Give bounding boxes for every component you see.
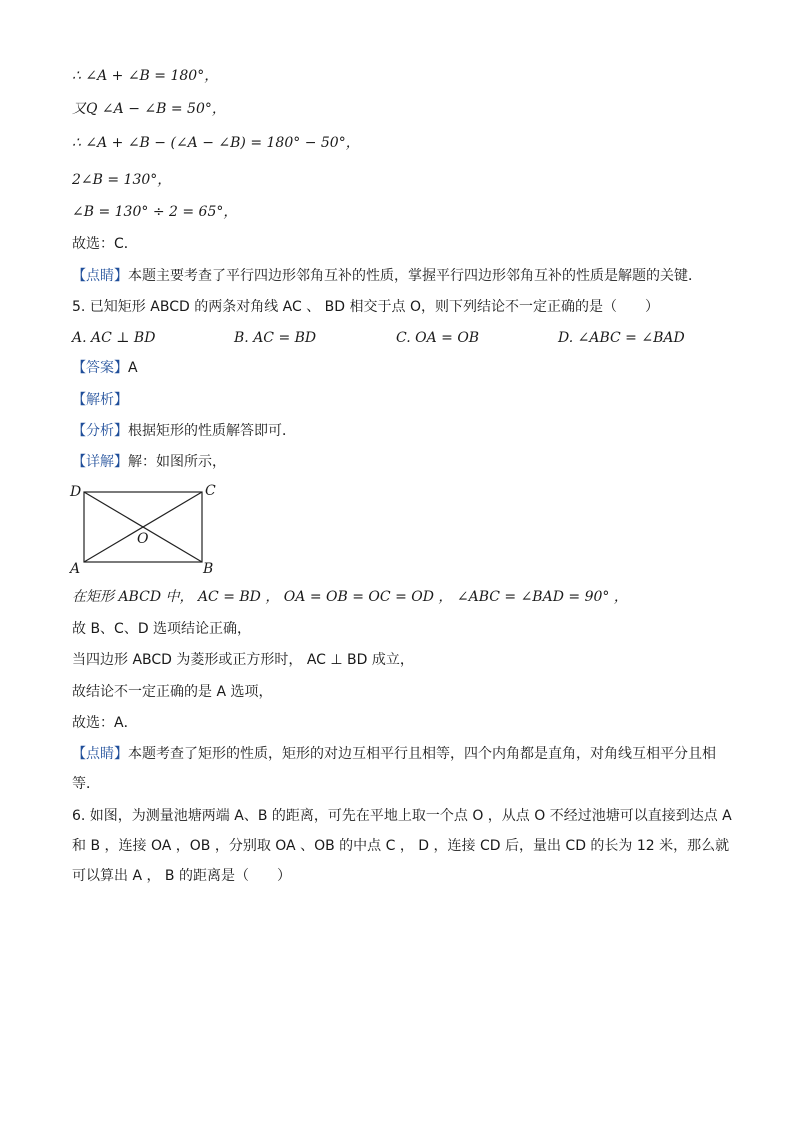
answer-tag: 【答案】 — [72, 360, 128, 376]
key-point-2-tag: 【点睛】 — [72, 746, 128, 762]
analysis-line — [72, 421, 732, 441]
label-a: A — [70, 561, 81, 577]
key-point-1 — [72, 266, 732, 286]
analysis-text: 根据矩形的性质解答即可． — [128, 423, 296, 439]
analysis-sub-tag: 【分析】 — [72, 423, 128, 439]
answer-line — [72, 358, 732, 378]
choice-line: 故选：C． — [72, 236, 138, 252]
label-d: D — [70, 484, 82, 500]
solution-line-1: 在矩形 ABCD 中， AC = BD ， OA = OB = OC = OD ， ∠ABC = ∠BAD = 90° ， — [72, 589, 628, 605]
step-line-2: 又Q ∠A − ∠B = 50°， — [72, 101, 226, 117]
step-line-5: ∠B = 130° ÷ 2 = 65°， — [72, 204, 238, 220]
solution-line-2: 故 B、C、D 选项结论正确， — [72, 621, 252, 637]
solution-line-4: 故结论不一定正确的是 A 选项， — [72, 684, 273, 700]
solution-line-3: 当四边形 ABCD 为菱形或正方形时， AC ⊥ BD 成立， — [72, 652, 414, 668]
question-5: 5. 已知矩形 ABCD 的两条对角线 AC 、 BD 相交于点 O，则下列结论不一定正确的是（ ） — [72, 299, 659, 315]
key-point-2-text: 本题考查了矩形的性质，矩形的对边互相平行且相等，四个内角都是直角，对角线互相平分且相等． — [72, 746, 716, 792]
step-line-3: ∴ ∠A + ∠B − (∠A − ∠B) = 180° − 50°， — [72, 135, 360, 151]
question-6: 6. 如图，为测量池塘两端 A、B 的距离，可先在平地上取一个点 O ，从点 O 不经过池塘可以直接到达点 A 和 B ，连接 OA ，OB ，分别取 OA 、OB 的中点 C ， D ，连接 CD 后，量出 CD 的长为 12 米，那么就可以算出 A ， B 的距离是（ ） — [72, 808, 732, 884]
answer-value: A — [128, 360, 138, 376]
detail-line — [72, 452, 732, 472]
rectangle-figure — [66, 480, 226, 580]
step-line-1: ∴ ∠A + ∠B = 180°， — [72, 68, 219, 84]
option-d: D. ∠ABC = ∠BAD — [558, 330, 685, 346]
solution-line-5: 故选：A． — [72, 715, 138, 731]
label-o: O — [137, 531, 149, 547]
step-line-4: 2∠B = 130°， — [72, 172, 172, 188]
option-c: C. OA = OB — [396, 330, 480, 346]
analysis-tag: 【解析】 — [72, 392, 128, 408]
key-point-tag: 【点睛】 — [72, 268, 128, 284]
detail-text: 解：如图所示， — [128, 454, 226, 470]
label-c: C — [205, 483, 216, 499]
key-point-2 — [72, 739, 732, 799]
label-b: B — [203, 561, 214, 577]
detail-tag: 【详解】 — [72, 454, 128, 470]
option-b: B. AC = BD — [234, 330, 317, 346]
option-a: A. AC ⊥ BD — [72, 330, 156, 346]
key-point-text: 本题主要考查了平行四边形邻角互补的性质，掌握平行四边形邻角互补的性质是解题的关键． — [128, 268, 702, 284]
